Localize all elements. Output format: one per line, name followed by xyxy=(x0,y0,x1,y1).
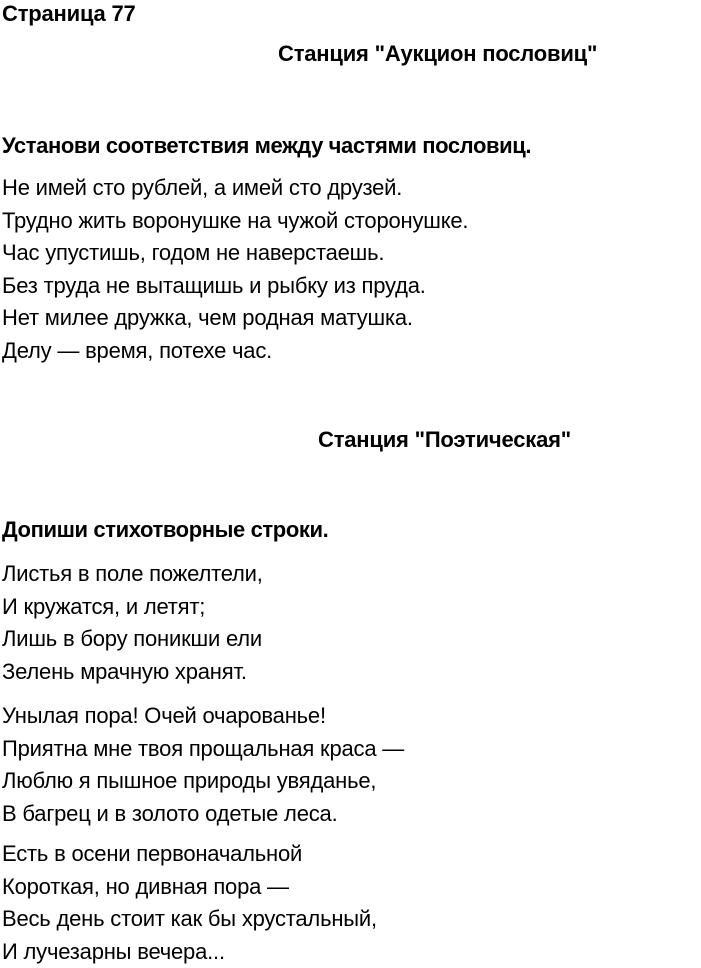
proverb-line: Трудно жить воронушке на чужой сторонушке. xyxy=(2,205,468,238)
proverb-list xyxy=(2,172,468,367)
poem-line: И лучезарны вечера... xyxy=(2,936,377,968)
poem-line: Листья в поле пожелтели, xyxy=(2,558,263,591)
poem-line: Люблю я пышное природы увяданье, xyxy=(2,765,404,798)
proverb-line: Делу — время, потехе час. xyxy=(2,335,468,368)
poem-line: Зелень мрачную хранят. xyxy=(2,656,263,689)
proverb-line: Не имей сто рублей, а имей сто друзей. xyxy=(2,172,468,205)
poem-line: И кружатся, и летят; xyxy=(2,591,263,624)
proverb-line: Нет милее дружка, чем родная матушка. xyxy=(2,302,468,335)
poem-line: Приятна мне твоя прощальная краса — xyxy=(2,733,404,766)
poem-line: Лишь в бору поникши ели xyxy=(2,623,263,656)
poem-stanza xyxy=(2,558,263,688)
station-title-proverbs: Станция "Аукцион пословиц" xyxy=(278,40,597,68)
poem-line: В багрец и в золото одетые леса. xyxy=(2,798,404,831)
task-poems: Допиши стихотворные строки. xyxy=(2,516,328,544)
poem-line: Весь день стоит как бы хрустальный, xyxy=(2,903,377,936)
proverb-line: Час упустишь, годом не наверстаешь. xyxy=(2,237,468,270)
poem-line: Есть в осени первоначальной xyxy=(2,838,377,871)
page-number: Страница 77 xyxy=(2,0,136,28)
poem-stanza xyxy=(2,700,404,830)
poem-stanza xyxy=(2,838,377,968)
poem-line: Короткая, но дивная пора — xyxy=(2,871,377,904)
poem-line: Унылая пора! Очей очарованье! xyxy=(2,700,404,733)
proverb-line: Без труда не вытащишь и рыбку из пруда. xyxy=(2,270,468,303)
station-title-poetic: Станция "Поэтическая" xyxy=(318,426,571,454)
task-proverbs: Установи соответствия между частями пословиц. xyxy=(2,132,531,160)
